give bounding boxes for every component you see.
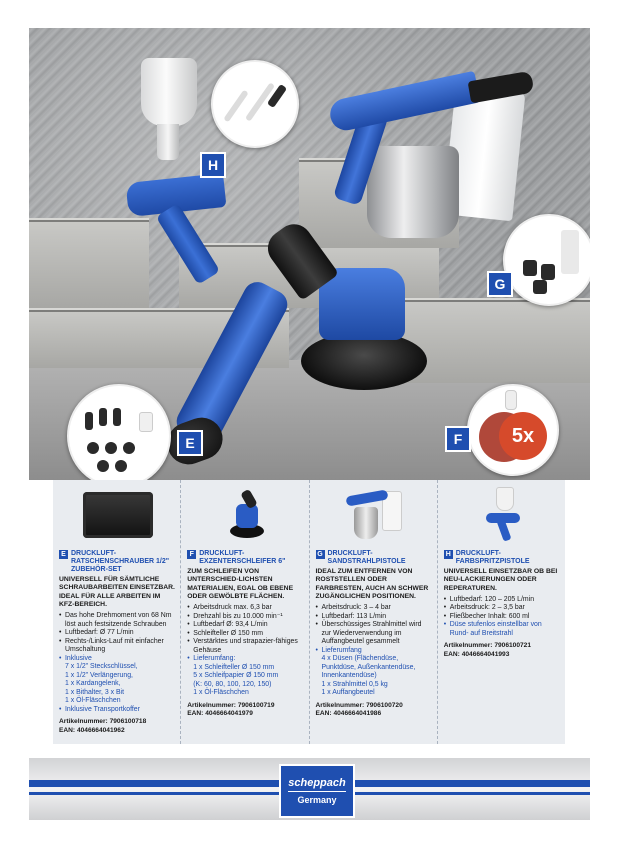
scope-item: 5 x Schleifpapier Ø 150 mm [193,672,279,680]
scope-item: (K: 60, 80, 100, 120, 150) [193,680,272,688]
product-description: ZUM SCHLEIFEN VON UNTERSCHIED-LICHSTEN MATERIALIEN, EGAL OB EBENE ODER GEWÖLBTE FLÄCHEN. [187,568,294,600]
feature-item: • Rechts-/Links-Lauf mit einfacher Umschaltung [59,638,176,655]
scope-item: 4 x Düsen (Flächendüse, Punktdüse, Außenkantendüse, Innenkantendüse) [321,655,416,680]
product-thumbnail [59,486,176,544]
feature-item: • Verstärktes und strapazier-fähiges Gehäuse [187,638,304,655]
product-title: E DRUCKLUFT-RATSCHENSCHRAUBER 1/2" ZUBEHÖR-SET [59,550,176,574]
product-description: IDEAL ZUM ENTFERNEN VON ROSTSTELLEN ODER FARBRESTEN, AUCH AN SCHWER ZUGÄNGLICHEN POSITIONEN. [315,568,429,600]
scope-item: 1 x 1/2" Verlängerung, [65,671,133,679]
brand-logo [281,766,353,816]
feature-list [187,604,304,663]
ean-number: EAN: 4046664041986 [315,710,382,718]
product-letter-tag: H [445,551,451,558]
feature-list [59,612,176,663]
product-title: F DRUCKLUFT-EXZENTERSCHLEIFER 6" [187,550,304,566]
product-column-f [181,480,309,744]
ean-number: EAN: 4046664041979 [187,710,253,718]
feature-item-highlight: • Düse stufenlos einstellbar von Rund- auf Breitstrahl [444,621,561,638]
article-info [59,718,176,736]
product-title: G DRUCKLUFT-SANDSTRAHLPISTOLE [317,550,406,566]
ean-number: EAN: 4046664041962 [59,726,125,734]
feature-list [316,604,433,655]
product-letter-tag: E [59,550,68,559]
article-info [316,702,433,720]
product-marker-g: G [489,273,511,295]
scope-label: • Lieferumfang [316,647,433,655]
inset-nozzle-brushes [211,60,299,148]
feature-item: • Luftbedarf: 120 – 205 L/min [444,596,561,604]
article-number: Artikelnummer: 7906100718 [59,718,147,726]
feature-item: • Drehzahl bis zu 10.000 min⁻¹ [187,613,304,621]
article-number: Artikelnummer: 7906100721 [443,642,531,650]
inset-nozzles [503,214,590,306]
product-thumbnail [444,486,561,544]
scope-item: 7 x 1/2" Steckschlüssel, [65,663,138,671]
feature-item: • Luftbedarf: Ø 77 L/min [59,629,176,637]
article-number: Artikelnummer: 7906100720 [315,701,403,709]
feature-item: • Schleifteller Ø 150 mm [187,630,304,638]
product-marker-e: E [179,432,201,454]
scope-item: 1 x Öl-Fläschchen [65,697,121,705]
product-column-e [53,480,181,744]
article-number: Artikelnummer: 7906100719 [187,701,275,709]
feature-item: • Fließbecher Inhalt: 600 ml [444,613,561,621]
scope-item: 1 x Bithalter, 3 x Bit [65,688,124,696]
product-thumbnail [316,486,433,544]
brand-country: Germany [297,795,337,805]
product-letter-tag: F [187,550,196,559]
article-info [444,642,561,660]
feature-list [444,596,561,638]
concrete-block [29,218,149,308]
scope-item: 1 x Kardangelenk, [65,680,121,688]
quantity-badge: 5x [499,412,547,460]
scope-label: • Lieferumfang: [187,655,304,663]
article-info [187,702,304,720]
feature-item: • Arbeitsdruck max. 6,3 bar [187,604,304,612]
scope-item: 1 x Schleifteller Ø 150 mm [193,663,275,671]
product-thumbnail [187,486,304,544]
product-marker-f: F [447,428,469,450]
feature-item: • Luftbedarf Ø: 93,4 L/min [187,621,304,629]
feature-item: • Arbeitsdruck: 3 – 4 bar [316,604,433,612]
hero-photo [29,28,590,480]
product-column-g [310,480,438,744]
feature-item: • Überschüssiges Strahlmittel wird zur Wiederverwendung im Auffangbeutel gesammelt [316,621,433,646]
product-info-panel [53,480,565,744]
ean-number: EAN: 4046664041993 [443,651,510,659]
feature-item: • Arbeitsdruck: 2 – 3,5 bar [444,604,561,612]
scope-label: • Inklusive [59,655,176,663]
product-description: UNIVERSELL EINSETZBAR OB BEI NEU-LACKIERUNGEN ODER REPERATUREN. [443,568,558,592]
inset-sockets [67,384,171,480]
footer-bar [29,758,590,820]
product-marker-h: H [202,154,224,176]
feature-item: • Das hohe Drehmoment von 68 Nm löst auch festsitzende Schrauben [59,612,176,629]
product-description: UNIVERSELL FÜR SÄMTLICHE SCHRAUBARBEITEN EINSETZBAR. IDEAL FÜR ALLE ARBEITEN IM KFZ-BEREICH. [59,576,175,608]
scope-item: 1 x Öl-Fläschchen [193,689,249,697]
scope-item: 1 x Auffangbeutel [321,689,375,697]
product-letter-tag: G [317,551,323,558]
product-column-h [438,480,565,744]
feature-item: • Luftbedarf: 113 L/min [316,613,433,621]
product-title: H DRUCKLUFT-FARBSPRITZPISTOLE [445,550,530,566]
brand-name: scheppach [288,777,345,792]
extra-feature: • Inklusive Transportkoffer [59,706,176,714]
scope-item: 1 x Strahlmittel 0,5 kg [321,680,388,688]
